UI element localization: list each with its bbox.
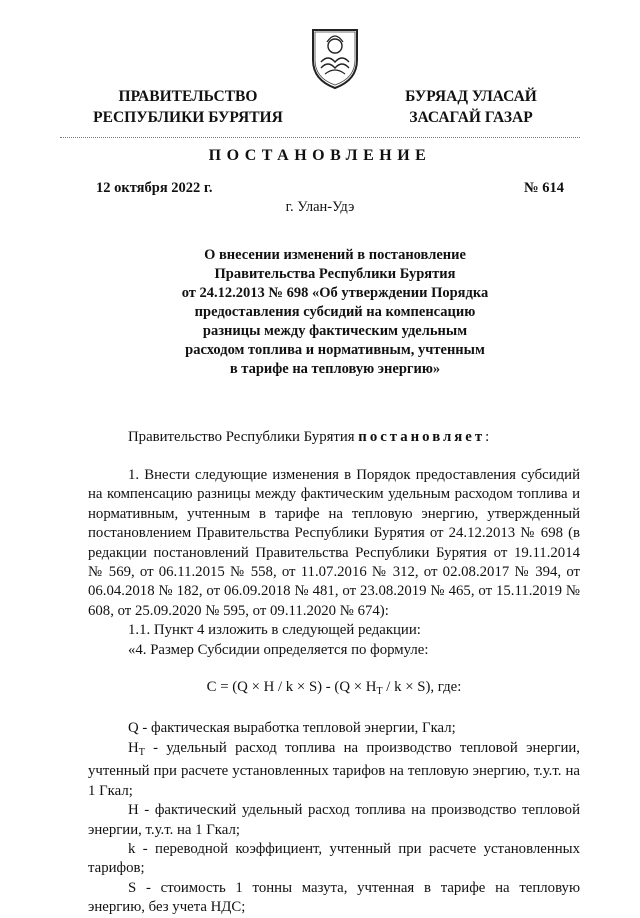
org-line: БУРЯАД УЛАСАЙ <box>405 88 537 105</box>
definition-q: Q - фактическая выработка тепловой энергии, Гкал; <box>128 720 456 737</box>
definition-subscript: T <box>138 746 145 758</box>
definition-symbol: H <box>128 739 139 756</box>
intro-paragraph <box>88 428 580 447</box>
formula-part: C = (Q × H / k × S) - (Q × H <box>206 679 377 696</box>
org-name-russian <box>88 86 288 128</box>
header-divider <box>60 137 580 138</box>
coat-of-arms-emblem <box>305 20 365 90</box>
org-line: ЗАСАГАЙ ГАЗАР <box>409 109 533 126</box>
document-date: 12 октября 2022 г. <box>96 180 213 196</box>
subject-line: предоставления субсидий на компенсацию <box>194 304 476 320</box>
subject-line: разницы между фактическим удельным <box>202 323 468 339</box>
definition-k: k - переводной коэффициент, учтенный при расчете установленных тарифов; <box>88 840 580 877</box>
org-line: ПРАВИТЕЛЬСТВО <box>118 88 258 105</box>
subject-line: расходом топлива и нормативным, учтенным <box>185 342 485 358</box>
document-number: № 614 <box>524 180 564 196</box>
subject-line: Правительства Республики Бурятия <box>214 266 456 282</box>
paragraph-1: 1. Внести следующие изменения в Порядок предоставления субсидий на компенсацию разницы между фактическим удельным расходом топлива и нормативным, учтенным в тарифе на тепловую энергию, утвержденный постановлением Правительства Республики Бурятия от 24.12.2013 № 698 (в редакции постановлений Правительства Республики Бурятия от 19.11.2014 № 569, от 06.11.2015 № 558, от 11.07.2016 № 312, от 02.08.2017 № 394, от 06.04.2018 № 182, от 06.09.2018 № 481, от 23.08.2019 № 465, от 15.11.2019 № 608, от 25.09.2020 № 595, от 09.11.2020 № 674): <box>88 467 580 619</box>
definition-s: S - стоимость 1 тонны мазута, учтенная в тарифе на тепловую энергию, без учета НДС; <box>88 879 580 916</box>
formula-subscript: T <box>376 686 383 698</box>
definition-text: - удельный расход топлива на производство тепловой энергии, учтенный при расчете установленных тарифов на тепловую энергию, т.у.т. на 1 Гкал; <box>88 739 580 799</box>
subject-line: О внесении изменений в постановление <box>204 247 466 263</box>
definition-h: H - фактический удельный расход топлива на производство тепловой энергии, т.у.т. на 1 Гкал; <box>88 802 580 838</box>
intro-text: Правительство Республики Бурятия <box>128 429 355 445</box>
paragraph-4: «4. Размер Субсидии определяется по формуле: <box>128 641 429 658</box>
org-name-buryat <box>396 86 546 128</box>
formula-part: / k × S), где: <box>382 679 462 696</box>
document-subject <box>150 246 520 379</box>
document-body <box>88 466 580 918</box>
document-city: г. Улан-Удэ <box>285 199 355 215</box>
subject-line: в тарифе на тепловую энергию» <box>229 361 441 377</box>
formula <box>88 678 580 701</box>
intro-colon: : <box>485 429 490 445</box>
intro-decree-word: постановляет <box>358 429 486 445</box>
document-title: ПОСТАНОВЛЕНИЕ <box>208 147 432 164</box>
paragraph-1-1: 1.1. Пункт 4 изложить в следующей редакции: <box>128 622 421 639</box>
org-line: РЕСПУБЛИКИ БУРЯТИЯ <box>93 109 283 126</box>
subject-line: от 24.12.2013 № 698 «Об утверждении Порядка <box>181 285 489 301</box>
definition-ht <box>88 739 580 801</box>
